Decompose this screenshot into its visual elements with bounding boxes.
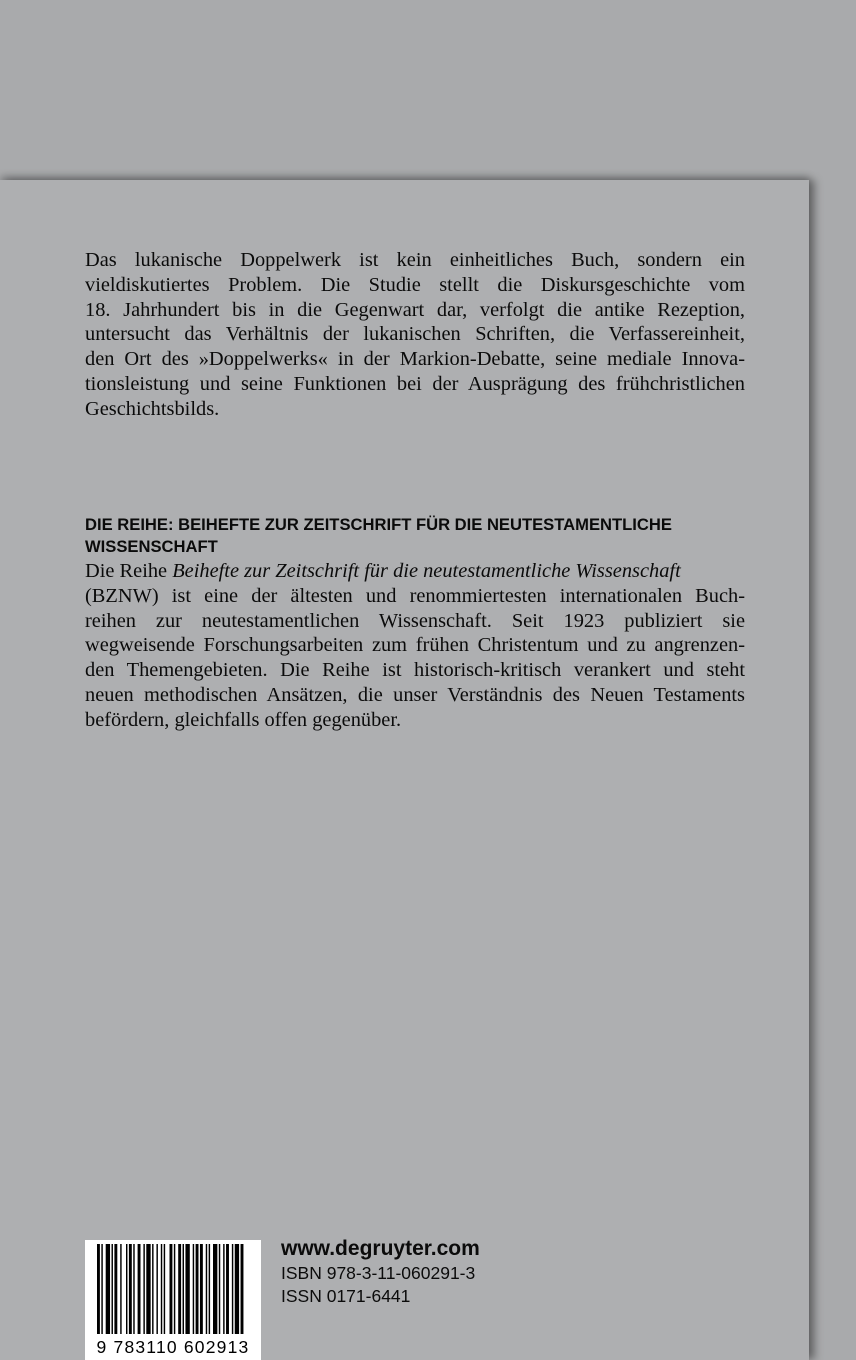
barcode-bar [193, 1244, 194, 1334]
description-line: Geschichtsbilds. [85, 397, 220, 420]
series-line: (BZNW) ist eine der ältesten und renommiertesten internationalen Buch- [85, 584, 745, 607]
series-heading [85, 514, 785, 558]
barcode-bar [223, 1244, 224, 1334]
series-heading-line: DIE REIHE: BEIHEFTE ZUR ZEITSCHRIFT FÜR DIE NEUTESTAMENTLICHE [85, 515, 672, 534]
barcode-bar [219, 1244, 220, 1334]
description-line: tionsleistung und seine Funktionen bei der Ausprägung des frühchristlichen [85, 372, 745, 395]
publisher-url: www.degruyter.com [281, 1237, 480, 1260]
series-line: neuen methodischen Ansätzen, die unser Verständnis des Neuen Testaments [85, 683, 745, 706]
barcode-bar [185, 1244, 189, 1334]
barcode-bar [114, 1244, 117, 1334]
barcode-bar [112, 1244, 113, 1334]
barcode-bar [174, 1244, 175, 1334]
barcode-bar [161, 1244, 162, 1334]
isbn-number: ISBN 978-3-11-060291-3 [281, 1263, 476, 1283]
barcode-bar [213, 1244, 217, 1334]
series-title-italic: Beihefte zur Zeitschrift für die neutestamentliche Wissenschaft [172, 560, 681, 582]
barcode-bar [138, 1244, 141, 1334]
barcode-bar [97, 1244, 100, 1334]
series-line: wegweisende Forschungsarbeiten zum frühen Christentum und zu angrenzen- [85, 634, 745, 657]
barcode-digits: 9 783110 602913 [96, 1337, 250, 1357]
book-description [85, 248, 745, 422]
publisher-info [281, 1236, 480, 1308]
series-line: den Themengebieten. Die Reihe ist historisch-kritisch verankert und steht [85, 659, 745, 682]
barcode-bar [164, 1244, 165, 1334]
barcode-bar [183, 1244, 184, 1334]
issn-number: ISSN 0171-6441 [281, 1286, 411, 1306]
barcode-bars [85, 1240, 261, 1336]
series-intro-line [85, 559, 745, 584]
barcode-bar [120, 1244, 121, 1334]
barcode-bar [106, 1244, 110, 1334]
barcode-bar [170, 1244, 173, 1334]
barcode-bar [206, 1244, 207, 1334]
barcode-bar [152, 1244, 153, 1334]
barcode-bar [178, 1244, 181, 1334]
description-line: vieldiskutiertes Problem. Die Studie stellt die Diskursgeschichte vom [85, 273, 745, 296]
series-description [85, 559, 745, 733]
series-intro-text: Die Reihe [85, 560, 173, 582]
barcode-bar [126, 1244, 127, 1334]
description-line: Das lukanische Doppelwerk ist kein einheitliches Buch, sondern ein [85, 249, 745, 271]
barcode-bar [232, 1244, 233, 1334]
barcode-bar [133, 1244, 134, 1334]
barcode-bar [101, 1244, 102, 1334]
barcode-bar [129, 1244, 132, 1334]
barcode-bar [235, 1244, 239, 1334]
barcode-bar [143, 1244, 144, 1334]
series-line: reihen zur neutestamentlichen Wissenschaft. Seit 1923 publiziert sie [85, 609, 745, 632]
barcode-bar [200, 1244, 203, 1334]
barcode-bar [209, 1244, 210, 1334]
description-line: den Ort des »Doppelwerks« in der Markion-Debatte, seine mediale Innova- [85, 348, 745, 371]
isbn-barcode [85, 1240, 261, 1360]
series-line: befördern, gleichfalls offen gegenüber. [85, 708, 402, 731]
barcode-bar [146, 1244, 150, 1334]
series-heading-line: WISSENSCHAFT [85, 537, 218, 556]
barcode-bar [156, 1244, 157, 1334]
description-line: 18. Jahrhundert bis in die Gegenwart dar, verfolgt die antike Rezeption, [85, 298, 745, 321]
barcode-bar [196, 1244, 199, 1334]
barcode-bar [241, 1244, 244, 1334]
description-line: untersucht das Verhältnis der lukanischen Schriften, die Verfassereinheit, [85, 323, 745, 346]
barcode-bar [226, 1244, 229, 1334]
